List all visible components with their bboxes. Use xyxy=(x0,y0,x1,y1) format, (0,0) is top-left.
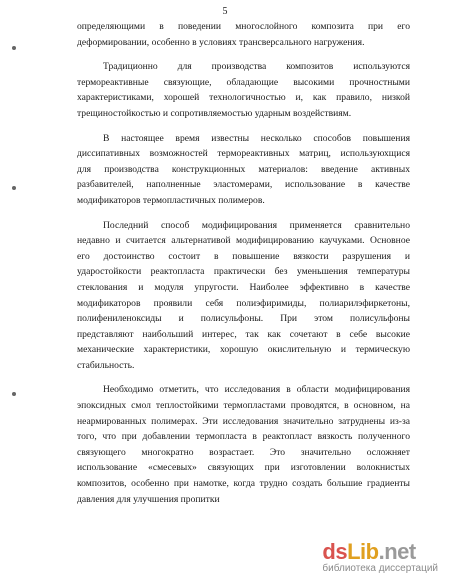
text-line: разбавителей, наполненные эластомерами, использование в качестве xyxy=(77,179,410,191)
body-text xyxy=(77,19,410,516)
text-line: определяющими в поведении многослойного композита при его xyxy=(77,21,410,32)
text-line: Последний способ модифицирования применяется сравнительно xyxy=(103,219,410,231)
text-line: В настоящее время известны несколько способов повышения xyxy=(103,132,410,144)
paragraph-5 xyxy=(77,382,410,507)
margin-dot-3 xyxy=(12,392,16,396)
text-line: полифениленоксиды и полисульфоны. При этом полисульфоны xyxy=(77,313,410,325)
text-line: его достоинство состоит в повышение вязкости разрушения и xyxy=(77,250,410,262)
watermark-subtitle: библиотека диссертаций xyxy=(322,563,438,574)
text-line: диссипативных возможностей термореактивных матриц, используюхщися xyxy=(77,148,410,160)
paragraph-4 xyxy=(77,218,410,374)
text-line: давления для улучшения пропитки xyxy=(77,493,220,505)
watermark-text xyxy=(322,541,438,574)
text-line: для производства конструкционных материалов: введение активных xyxy=(77,163,410,175)
text-line: модификаторов термопластичных полимеров. xyxy=(77,194,265,206)
paragraph-2 xyxy=(77,59,410,121)
text-line: эпоксидных смол теплостойкими термопластами проводятся, в основном, на xyxy=(77,400,410,412)
page-number: 5 xyxy=(222,6,228,17)
text-line: ударостойкости реактопласта практически без уменьшения температуры xyxy=(77,266,410,278)
text-line: Необходимо отметить, что исследования в области модифицирования xyxy=(103,384,410,396)
text-line: модификаторов проявили себя полиэфиримиды, полиарилэфиркетоны, xyxy=(77,297,410,309)
paragraph-3 xyxy=(77,131,410,209)
dslib-watermark[interactable] xyxy=(316,539,444,576)
text-line: связующего многократно возрастает. Это значительно осложняет xyxy=(77,446,410,458)
text-line: стабильность. xyxy=(77,359,135,371)
dslib-logo xyxy=(322,541,438,563)
margin-dot-1 xyxy=(12,46,16,50)
logo-net: .net xyxy=(378,539,416,564)
logo-lib: Lib xyxy=(347,539,379,564)
text-line: механические характеристики, хорошую окислительную и термическую xyxy=(77,344,410,356)
text-line: термореактивные связующие, обладающие высокими прочностными xyxy=(77,76,410,88)
text-line: Традиционно для производства композитов используются xyxy=(103,61,410,73)
text-line: использование «смесевых» связующих при изготовлении волокнистых xyxy=(77,462,410,474)
text-line: стеклования и модуля упругости. Наиболее эффективно в качестве xyxy=(77,281,410,293)
text-line: композитов, особенно при намотке, когда трудно создать большие градиенты xyxy=(77,478,410,490)
text-line: недавно и считается альтернативой модифицированию каучуками. Основное xyxy=(77,235,410,247)
text-line: характеристиками, хорошей технологичностью и, как правило, низкой xyxy=(77,92,410,104)
text-line: представляют наибольший интерес, так как сочетают в себе высокие xyxy=(77,328,410,340)
logo-ds: ds xyxy=(322,539,348,564)
text-line: неармированных полимерах. Эти исследования значительно затруднены из-за xyxy=(77,415,410,427)
text-line: трещиностойкостью и сопротивляемостью ударным воздействиям. xyxy=(77,107,352,119)
paragraph-1 xyxy=(77,19,410,50)
margin-dot-2 xyxy=(12,186,16,190)
text-line: того, что при добавлении термопласта в реактопласт вязкость полученного xyxy=(77,431,410,443)
text-line: деформировании, особенно в условиях трансверсального нагружения. xyxy=(77,36,365,48)
